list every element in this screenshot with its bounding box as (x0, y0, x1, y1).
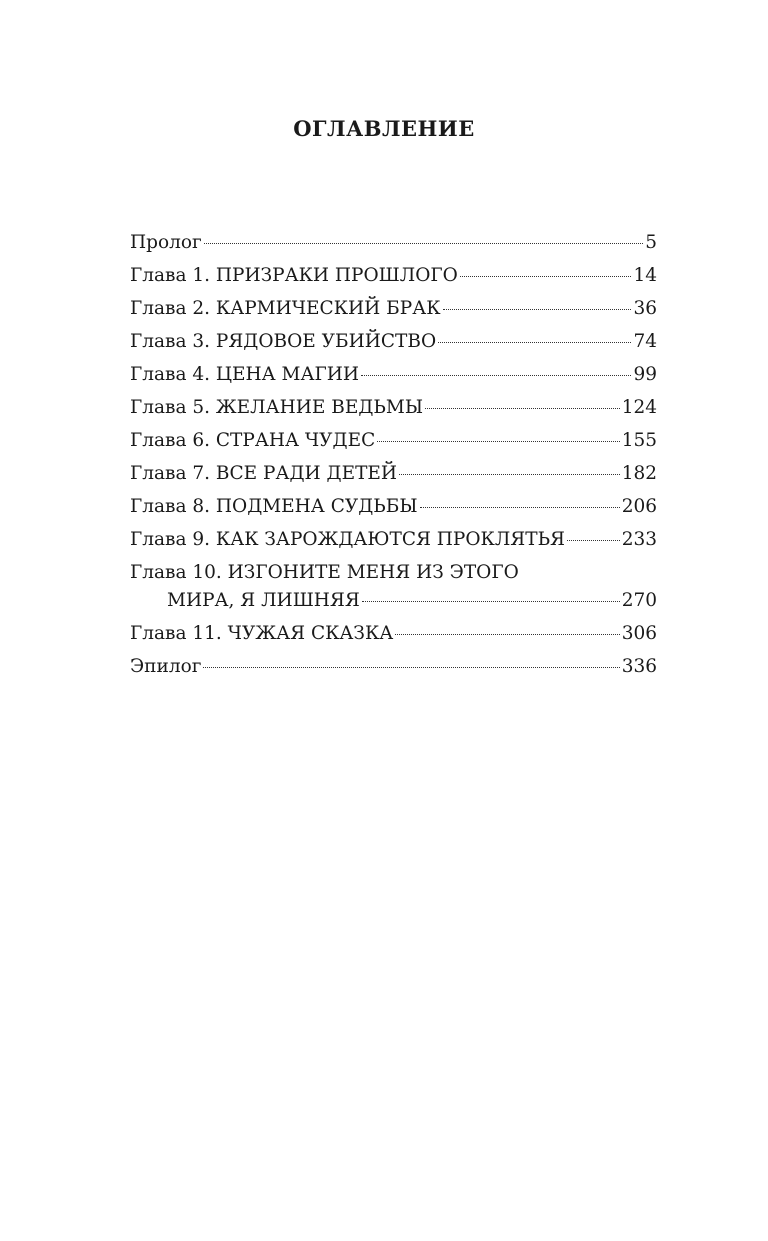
toc-entry-chapter-3 (130, 325, 657, 358)
toc-entry-label: Глава 4. ЦЕНА МАГИИ (130, 364, 360, 385)
toc-entry-label: Глава 2. КАРМИЧЕСКИЙ БРАК (130, 298, 441, 319)
toc-entry-chapter-5 (130, 391, 657, 424)
toc-entry-chapter-11 (130, 617, 657, 650)
toc-entry-label: Глава 9. КАК ЗАРОЖДАЮТСЯ ПРОКЛЯТЬЯ (130, 529, 565, 550)
dot-leader (425, 407, 620, 409)
toc-entry-label: Эпилог (130, 656, 202, 677)
toc-entry-chapter-8 (130, 490, 657, 523)
toc-entry-label: Глава 11. ЧУЖАЯ СКАЗКА (130, 623, 394, 644)
dot-leader (204, 242, 644, 244)
toc-entry-page: 74 (633, 331, 657, 352)
dot-leader (438, 341, 631, 343)
dot-leader (377, 440, 619, 442)
dot-leader (362, 600, 620, 602)
toc-entry-label: Глава 5. ЖЕЛАНИЕ ВЕДЬМЫ (130, 397, 424, 418)
dot-leader (203, 666, 619, 668)
toc-entry-epilogue (130, 650, 657, 683)
table-of-contents (130, 226, 657, 683)
toc-entry-chapter-7 (130, 457, 657, 490)
toc-entry-chapter-4 (130, 358, 657, 391)
toc-entry-label: Пролог (130, 232, 202, 253)
toc-entry-page: 206 (621, 496, 657, 517)
dot-leader (567, 539, 620, 541)
toc-entry-page: 306 (621, 623, 657, 644)
toc-entry-page: 36 (633, 298, 657, 319)
toc-entry-label: Глава 7. ВСЕ РАДИ ДЕТЕЙ (130, 463, 398, 484)
toc-entry-page: 336 (621, 656, 657, 677)
toc-entry-chapter-10 (130, 559, 657, 615)
toc-entry-chapter-2 (130, 292, 657, 325)
toc-entry-chapter-9 (130, 523, 657, 556)
toc-entry-label: Глава 10. ИЗГОНИТЕ МЕНЯ ИЗ ЭТОГО (130, 562, 519, 583)
dot-leader (443, 308, 632, 310)
toc-entry-page: 233 (621, 529, 657, 550)
page-title: ОГЛАВЛЕНИЕ (293, 116, 475, 141)
toc-entry-chapter-1 (130, 259, 657, 292)
dot-leader (399, 473, 620, 475)
toc-entry-page: 270 (621, 590, 657, 611)
toc-entry-label: Глава 1. ПРИЗРАКИ ПРОШЛОГО (130, 265, 458, 286)
toc-entry-page: 99 (633, 364, 657, 385)
toc-entry-prologue (130, 226, 657, 259)
dot-leader (361, 374, 631, 376)
toc-entry-page: 182 (621, 463, 657, 484)
toc-entry-page: 5 (645, 232, 657, 253)
toc-entry-chapter-6 (130, 424, 657, 457)
toc-entry-label: Глава 3. РЯДОВОЕ УБИЙСТВО (130, 331, 437, 352)
toc-entry-label: Глава 8. ПОДМЕНА СУДЬБЫ (130, 496, 418, 517)
dot-leader (420, 506, 620, 508)
toc-entry-label: Глава 6. СТРАНА ЧУДЕС (130, 430, 376, 451)
dot-leader (395, 633, 619, 635)
toc-entry-page: 14 (633, 265, 657, 286)
toc-entry-page: 155 (621, 430, 657, 451)
dot-leader (460, 275, 632, 277)
toc-entry-continuation (130, 587, 657, 615)
toc-entry-page: 124 (621, 397, 657, 418)
toc-entry-label-continued: МИРА, Я ЛИШНЯЯ (167, 590, 360, 611)
